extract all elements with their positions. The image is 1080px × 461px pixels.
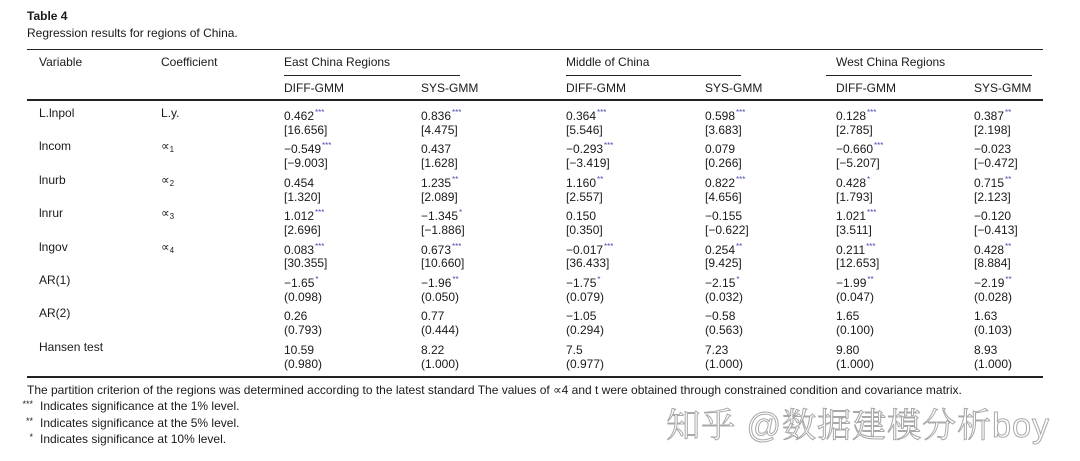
estimate: −1.96 bbox=[421, 276, 452, 290]
stat-west-diff: (0.047) bbox=[836, 289, 875, 304]
significance-stars: ** bbox=[1005, 108, 1012, 117]
subheader-west-sys: SYS-GMM bbox=[974, 81, 1032, 95]
row-coefficient bbox=[161, 205, 174, 225]
coefficient-symbol: ∝ bbox=[161, 239, 170, 254]
estimate: 1.63 bbox=[974, 309, 998, 324]
significance-stars: *** bbox=[597, 108, 607, 117]
significance-stars: * bbox=[459, 208, 463, 218]
header-coefficient: Coefficient bbox=[161, 55, 218, 69]
stat-west-sys: (1.000) bbox=[974, 356, 1013, 371]
bottom-rule bbox=[27, 376, 1043, 378]
top-rule bbox=[27, 49, 1043, 50]
significance-stars: *** bbox=[315, 108, 325, 117]
significance-stars: *** bbox=[452, 108, 462, 117]
stat-east-sys: [10.660] bbox=[421, 256, 465, 271]
stat-middle-sys: [4.656] bbox=[705, 189, 742, 204]
significance-stars: ** bbox=[452, 275, 459, 284]
row-variable: lnrur bbox=[39, 206, 64, 221]
estimate: 1.021 bbox=[836, 209, 867, 224]
stat-east-diff: [16.656] bbox=[284, 122, 328, 137]
significance-stars: *** bbox=[874, 141, 884, 151]
stat-west-diff: (1.000) bbox=[836, 356, 875, 371]
row-coefficient bbox=[161, 105, 179, 125]
significance-stars: *** bbox=[604, 141, 614, 151]
stat-east-sys: (0.050) bbox=[421, 289, 460, 304]
subheader-middle-sys: SYS-GMM bbox=[705, 81, 763, 95]
estimate: −0.017 bbox=[566, 242, 604, 257]
stat-west-diff: [3.511] bbox=[836, 222, 872, 237]
estimate: 1.160 bbox=[566, 175, 597, 190]
stat-east-diff: [−9.003] bbox=[284, 156, 328, 171]
header-variable: Variable bbox=[39, 55, 83, 69]
header-group-east: East China Regions bbox=[284, 55, 391, 69]
table-label: Table 4 bbox=[27, 9, 68, 23]
stat-middle-sys: [−0.622] bbox=[705, 222, 749, 237]
coefficient-symbol: L.y. bbox=[161, 106, 180, 120]
estimate: 10.59 bbox=[284, 342, 315, 357]
subheader-east-diff: DIFF-GMM bbox=[284, 81, 344, 95]
stat-west-sys: [2.198] bbox=[974, 122, 1011, 137]
estimate: 9.80 bbox=[836, 342, 860, 357]
stat-west-diff: [12.653] bbox=[836, 256, 880, 271]
significance-stars: ** bbox=[1005, 241, 1012, 251]
significance-stars: *** bbox=[867, 108, 877, 117]
estimate: 0.083 bbox=[284, 242, 315, 257]
significance-stars: ** bbox=[1005, 174, 1012, 184]
significance-stars: * bbox=[736, 275, 740, 284]
row-coefficient bbox=[161, 239, 174, 259]
stat-middle-sys: (1.000) bbox=[705, 356, 744, 371]
significance-stars: *** bbox=[315, 208, 325, 218]
estimate: −1.65 bbox=[284, 276, 315, 290]
significance-stars: * bbox=[597, 275, 601, 284]
significance-stars: *** bbox=[866, 241, 876, 251]
row-variable: lnurb bbox=[39, 172, 66, 187]
stat-west-sys: [−0.413] bbox=[974, 222, 1018, 237]
footnote-text: Indicates significance at 10% level. bbox=[40, 432, 227, 446]
estimate: 0.254 bbox=[705, 242, 736, 257]
table-caption: Regression results for regions of China. bbox=[27, 26, 238, 40]
group-rule-east bbox=[284, 75, 460, 76]
significance-stars: *** bbox=[452, 241, 462, 251]
significance-stars: * bbox=[315, 275, 319, 284]
stat-middle-diff: (0.977) bbox=[566, 356, 605, 371]
group-rule-middle bbox=[566, 75, 741, 76]
coefficient-subscript: 1 bbox=[169, 145, 175, 155]
stat-middle-sys: (0.032) bbox=[705, 289, 744, 304]
header-group-middle: Middle of China bbox=[566, 55, 650, 69]
stat-east-diff: (0.793) bbox=[284, 323, 323, 338]
estimate: 0.428 bbox=[974, 242, 1005, 257]
significance-stars: *** bbox=[322, 141, 332, 151]
stat-middle-diff: [2.557] bbox=[566, 189, 603, 204]
subheader-east-sys: SYS-GMM bbox=[421, 81, 479, 95]
estimate: −0.58 bbox=[705, 309, 736, 324]
estimate: 0.77 bbox=[421, 309, 445, 324]
stat-east-diff: (0.980) bbox=[284, 356, 323, 371]
significance-stars: *** bbox=[736, 108, 746, 117]
stat-east-sys: [2.089] bbox=[421, 189, 458, 204]
significance-stars: ** bbox=[867, 275, 874, 284]
row-variable: lngov bbox=[39, 239, 68, 254]
footnote-text: Indicates significance at the 5% level. bbox=[40, 415, 240, 430]
estimate: 8.93 bbox=[974, 342, 998, 357]
estimate: 1.65 bbox=[836, 309, 860, 324]
significance-stars: *** bbox=[315, 241, 325, 251]
estimate: −1.99 bbox=[836, 276, 867, 290]
row-coefficient bbox=[161, 172, 174, 192]
stat-east-sys: [4.475] bbox=[421, 122, 458, 137]
estimate: 0.364 bbox=[566, 109, 597, 123]
estimate: −0.023 bbox=[974, 142, 1012, 157]
row-coefficient bbox=[161, 138, 174, 158]
stat-west-sys: [2.123] bbox=[974, 189, 1011, 204]
footnote-mark: * bbox=[29, 432, 33, 442]
subheader-middle-diff: DIFF-GMM bbox=[566, 81, 626, 95]
estimate: 0.715 bbox=[974, 175, 1005, 190]
estimate: −0.120 bbox=[974, 209, 1012, 224]
footnote-mark: *** bbox=[22, 399, 33, 409]
stat-east-diff: [2.696] bbox=[284, 222, 321, 237]
stat-middle-sys: [9.425] bbox=[705, 256, 742, 271]
estimate: 0.437 bbox=[421, 142, 452, 157]
estimate: 8.22 bbox=[421, 342, 445, 357]
estimate: −0.155 bbox=[705, 209, 743, 224]
estimate: 0.598 bbox=[705, 109, 736, 123]
group-rule-west bbox=[826, 75, 1032, 76]
coefficient-symbol: ∝ bbox=[161, 206, 170, 221]
estimate: −1.345 bbox=[421, 209, 459, 224]
stat-middle-sys: (0.563) bbox=[705, 323, 744, 338]
header-rule bbox=[27, 99, 1043, 101]
estimate: 0.428 bbox=[836, 175, 867, 190]
stat-middle-diff: [36.433] bbox=[566, 256, 610, 271]
estimate: 0.211 bbox=[836, 242, 866, 257]
estimate: 0.822 bbox=[705, 175, 736, 190]
estimate: −2.15 bbox=[705, 276, 736, 290]
footnote-mark: ** bbox=[25, 415, 33, 426]
coefficient-symbol: ∝ bbox=[161, 139, 170, 154]
stat-east-sys: [−1.886] bbox=[421, 222, 465, 237]
stat-west-sys: [8.884] bbox=[974, 256, 1011, 271]
significance-stars: *** bbox=[604, 241, 614, 251]
row-variable: AR(1) bbox=[39, 273, 71, 287]
significance-stars: *** bbox=[736, 174, 746, 184]
significance-stars: ** bbox=[1005, 275, 1012, 284]
stat-east-sys: (0.444) bbox=[421, 323, 460, 338]
estimate: 7.5 bbox=[566, 342, 583, 357]
stat-east-diff: (0.098) bbox=[284, 289, 323, 304]
estimate: 0.150 bbox=[566, 209, 597, 224]
stat-middle-sys: [3.683] bbox=[705, 122, 742, 137]
estimate: −0.549 bbox=[284, 142, 322, 157]
estimate: −0.293 bbox=[566, 142, 604, 157]
estimate: 0.836 bbox=[421, 109, 452, 123]
significance-stars: ** bbox=[736, 241, 743, 251]
significance-stars: ** bbox=[597, 174, 604, 184]
coefficient-subscript: 2 bbox=[169, 178, 175, 188]
stat-middle-diff: [5.546] bbox=[566, 122, 603, 137]
stat-west-sys: (0.028) bbox=[974, 289, 1013, 304]
estimate: 0.673 bbox=[421, 242, 452, 257]
estimate: 0.387 bbox=[974, 109, 1005, 123]
row-variable: Hansen test bbox=[39, 339, 104, 354]
row-variable: lncom bbox=[39, 139, 72, 154]
footnote-text: Indicates significance at the 1% level. bbox=[40, 399, 240, 413]
stat-west-diff: [−5.207] bbox=[836, 156, 880, 171]
stat-east-diff: [1.320] bbox=[284, 189, 321, 204]
estimate: 1.235 bbox=[421, 175, 452, 190]
estimate: 0.128 bbox=[836, 109, 867, 123]
header-group-west: West China Regions bbox=[836, 55, 946, 69]
stat-west-diff: [2.785] bbox=[836, 122, 873, 137]
estimate: −2.19 bbox=[974, 276, 1005, 290]
subheader-west-diff: DIFF-GMM bbox=[836, 81, 896, 95]
stat-west-diff: [1.793] bbox=[836, 189, 873, 204]
estimate: 1.012 bbox=[284, 209, 315, 224]
stat-middle-sys: [0.266] bbox=[705, 156, 742, 171]
coefficient-subscript: 3 bbox=[169, 212, 175, 222]
coefficient-symbol: ∝ bbox=[161, 172, 170, 187]
estimate: 0.079 bbox=[705, 142, 736, 157]
estimate: −1.75 bbox=[566, 276, 597, 290]
row-variable: AR(2) bbox=[39, 306, 71, 321]
stat-middle-diff: [−3.419] bbox=[566, 156, 610, 171]
watermark: 知乎 @数据建模分析boy bbox=[666, 407, 1050, 445]
stat-west-sys: (0.103) bbox=[974, 323, 1013, 338]
significance-stars: *** bbox=[867, 208, 877, 218]
footnote-note: The partition criterion of the regions was determined according to the latest standard The values of ∝4 and t were obtained through constrained condition and covariance matrix. bbox=[27, 383, 962, 397]
estimate: −0.660 bbox=[836, 142, 874, 157]
estimate: 0.454 bbox=[284, 175, 315, 190]
estimate: 0.462 bbox=[284, 109, 315, 123]
estimate: 0.26 bbox=[284, 309, 308, 324]
stat-middle-diff: (0.079) bbox=[566, 289, 605, 304]
row-variable: L.lnpol bbox=[39, 106, 75, 120]
coefficient-subscript: 4 bbox=[169, 245, 175, 255]
stat-east-sys: [1.628] bbox=[421, 156, 458, 171]
stat-west-diff: (0.100) bbox=[836, 323, 875, 338]
stat-east-sys: (1.000) bbox=[421, 356, 460, 371]
significance-stars: * bbox=[867, 174, 871, 184]
estimate: 7.23 bbox=[705, 342, 729, 357]
stat-east-diff: [30.355] bbox=[284, 256, 328, 271]
stat-middle-diff: (0.294) bbox=[566, 323, 605, 338]
stat-west-sys: [−0.472] bbox=[974, 156, 1018, 171]
estimate: −1.05 bbox=[566, 309, 597, 324]
significance-stars: ** bbox=[452, 174, 459, 184]
stat-middle-diff: [0.350] bbox=[566, 222, 603, 237]
